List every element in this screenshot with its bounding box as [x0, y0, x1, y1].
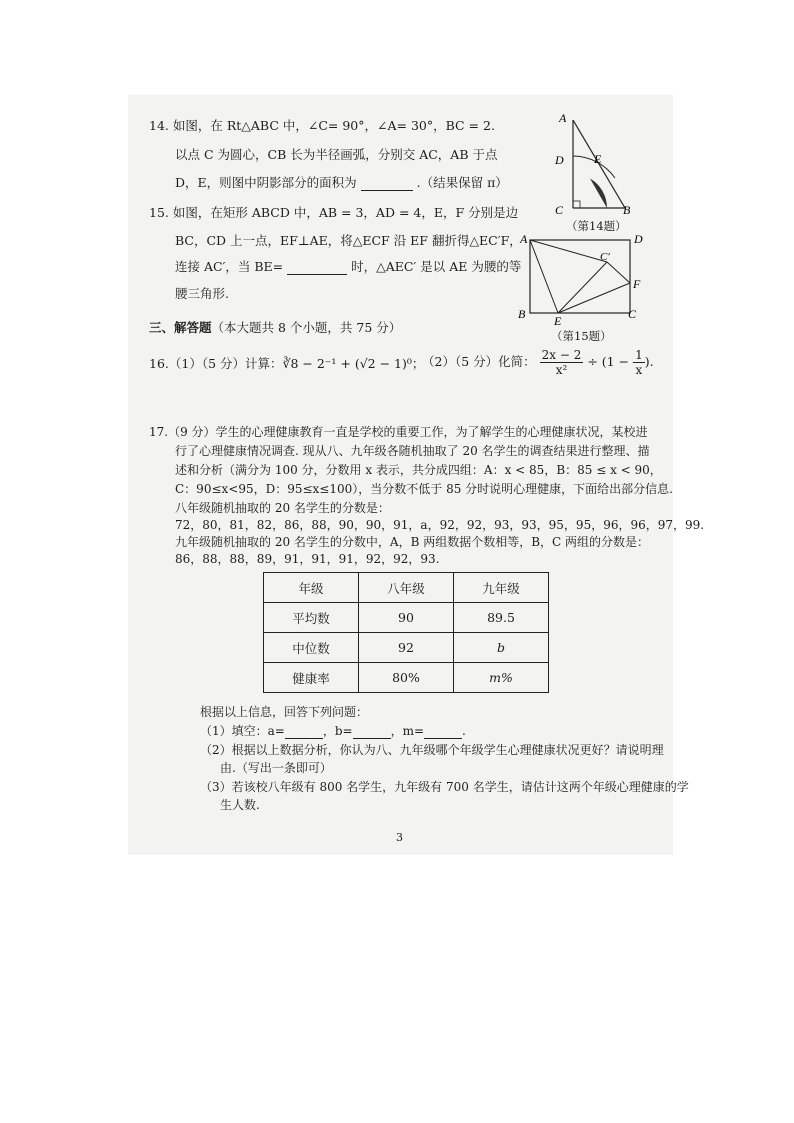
table-row	[264, 663, 549, 693]
q15-line3: 连接 AC′，当 BE= 时，△AEC′ 是以 AE 为腰的等	[175, 259, 522, 274]
table-cell: 92	[359, 633, 454, 663]
fig15-label-f: F	[633, 277, 641, 291]
q17-sub2-line2: 由.（写出一条即可）	[220, 761, 332, 775]
figure-14	[545, 108, 635, 228]
table-cell: b	[454, 633, 549, 663]
fig14-label-c: C	[555, 203, 564, 217]
q17-line2: 行了心理健康情况调查. 现从八、九年级各随机抽取了 20 名学生的调查结果进行整理、描	[175, 444, 650, 458]
q16-part2: （2）（5 分）化简： $\frac{2x - 2}{\text{x²}}$ ÷ (1 − $\frac{1}{x}$ ).	[422, 348, 654, 377]
table-row	[264, 603, 549, 633]
fig15-caption: （第15题）	[551, 329, 612, 343]
table-cell: 90	[359, 603, 454, 633]
section-note: （本大题共 8 个小题，共 75 分）	[211, 320, 402, 335]
q17-sub1: （1）填空：a= ，b= ，m= .	[200, 724, 466, 738]
q17-line7: 九年级随机抽取的 20 名学生的分数中，A，B 两组数据个数相等，B，C 两组的分数是：	[175, 535, 650, 549]
table-header-cell: 年级	[264, 573, 359, 603]
table-cell: 80%	[359, 663, 454, 693]
q14-line2: 以点 C 为圆心，CB 长为半径画弧，分别交 AC，AB 于点	[175, 147, 498, 162]
table-cell: 平均数	[264, 603, 359, 633]
q17-sub3-line2: 生人数.	[220, 798, 260, 812]
page-number: 3	[396, 831, 403, 844]
fig15-label-cprime: C′	[600, 251, 610, 263]
fig15-label-a: A	[520, 232, 528, 246]
section-title: 三、解答题	[149, 320, 212, 335]
q15-line4: 腰三角形.	[175, 286, 229, 301]
q17-line1: 17.（9 分）学生的心理健康教育一直是学校的重要工作，为了解学生的心理健康状况，某校进	[149, 425, 648, 439]
fig15-label-d: D	[634, 232, 643, 246]
fig15-label-e: E	[554, 314, 562, 328]
q17-line4: C：90≤x<95，D：95≤x≤100），当分数不低于 85 分时说明心理健康，下面给出部分信息.	[175, 482, 673, 496]
fig14-label-a: A	[559, 111, 567, 125]
answer-blank-m	[424, 738, 462, 739]
q14-answer-blank	[361, 190, 413, 191]
q17-sub3-line1: （3）若该校八年级有 800 名学生，九年级有 700 名学生，请估计这两个年级心理健康的学	[200, 780, 689, 794]
table-row	[264, 633, 549, 663]
q17-after: 根据以上信息，回答下列问题：	[200, 705, 369, 719]
q17-sub2-line1: （2）根据以上数据分析，你认为八、九年级哪个年级学生心理健康状况更好？请说明理	[200, 743, 664, 757]
section-heading	[149, 320, 401, 336]
fig14-label-b: B	[623, 203, 631, 217]
table-cell: 89.5	[454, 603, 549, 633]
q17-line6: 72，80，81，82，86，88，90，90，91，a，92，92，93，93，95，95，96，96，97，99.	[175, 518, 705, 532]
table-cell: 健康率	[264, 663, 359, 693]
score-table	[263, 572, 549, 693]
fig15-label-b: B	[518, 307, 526, 321]
table-cell: m%	[454, 663, 549, 693]
q16-fraction-2: $\frac{1}{x}$	[635, 348, 643, 377]
q14-line3: D，E，则图中阴影部分的面积为 .（结果保留 π）	[175, 175, 508, 190]
table-cell: 中位数	[264, 633, 359, 663]
answer-blank-a	[285, 738, 323, 739]
q16-expression: ∛8 − 2⁻¹ + (√2 − 1)⁰；	[282, 356, 425, 371]
fig15-label-c: C	[628, 307, 637, 321]
q15-answer-blank	[287, 274, 347, 275]
q17-line5: 八年级随机抽取的 20 名学生的分数是：	[175, 501, 390, 515]
q17-line8: 86，88，88，89，91，91，91，92，92，93.	[175, 552, 440, 566]
table-header-row	[264, 573, 549, 603]
fig14-label-e: E	[594, 152, 602, 166]
q14-line1: 14. 如图，在 Rt△ABC 中，∠C= 90°，∠A= 30°，BC = 2.	[149, 118, 495, 133]
q16-fraction: $\frac{2x - 2}{\text{x²}}$	[541, 348, 582, 377]
q15-line2: BC，CD 上一点，EF⊥AE，将△ECF 沿 EF 翻折得△EC′F，	[175, 233, 522, 248]
q16-part1: 16.（1）（5 分）计算：∛8 − 2⁻¹ + (√2 − 1)⁰；	[149, 356, 425, 371]
fig14-label-d: D	[555, 153, 564, 167]
answer-blank-b	[353, 738, 391, 739]
table-header-cell: 九年级	[454, 573, 549, 603]
q17-line3: 述和分析（满分为 100 分，分数用 x 表示，共分成四组：A：x < 85，B：85 ≤ x < 90，	[175, 463, 662, 477]
fig14-caption: （第14题）	[566, 219, 627, 233]
table-header-cell: 八年级	[359, 573, 454, 603]
q15-line1: 15. 如图，在矩形 ABCD 中，AB = 3，AD = 4，E，F 分别是边	[149, 205, 519, 220]
figure-15	[510, 228, 645, 328]
